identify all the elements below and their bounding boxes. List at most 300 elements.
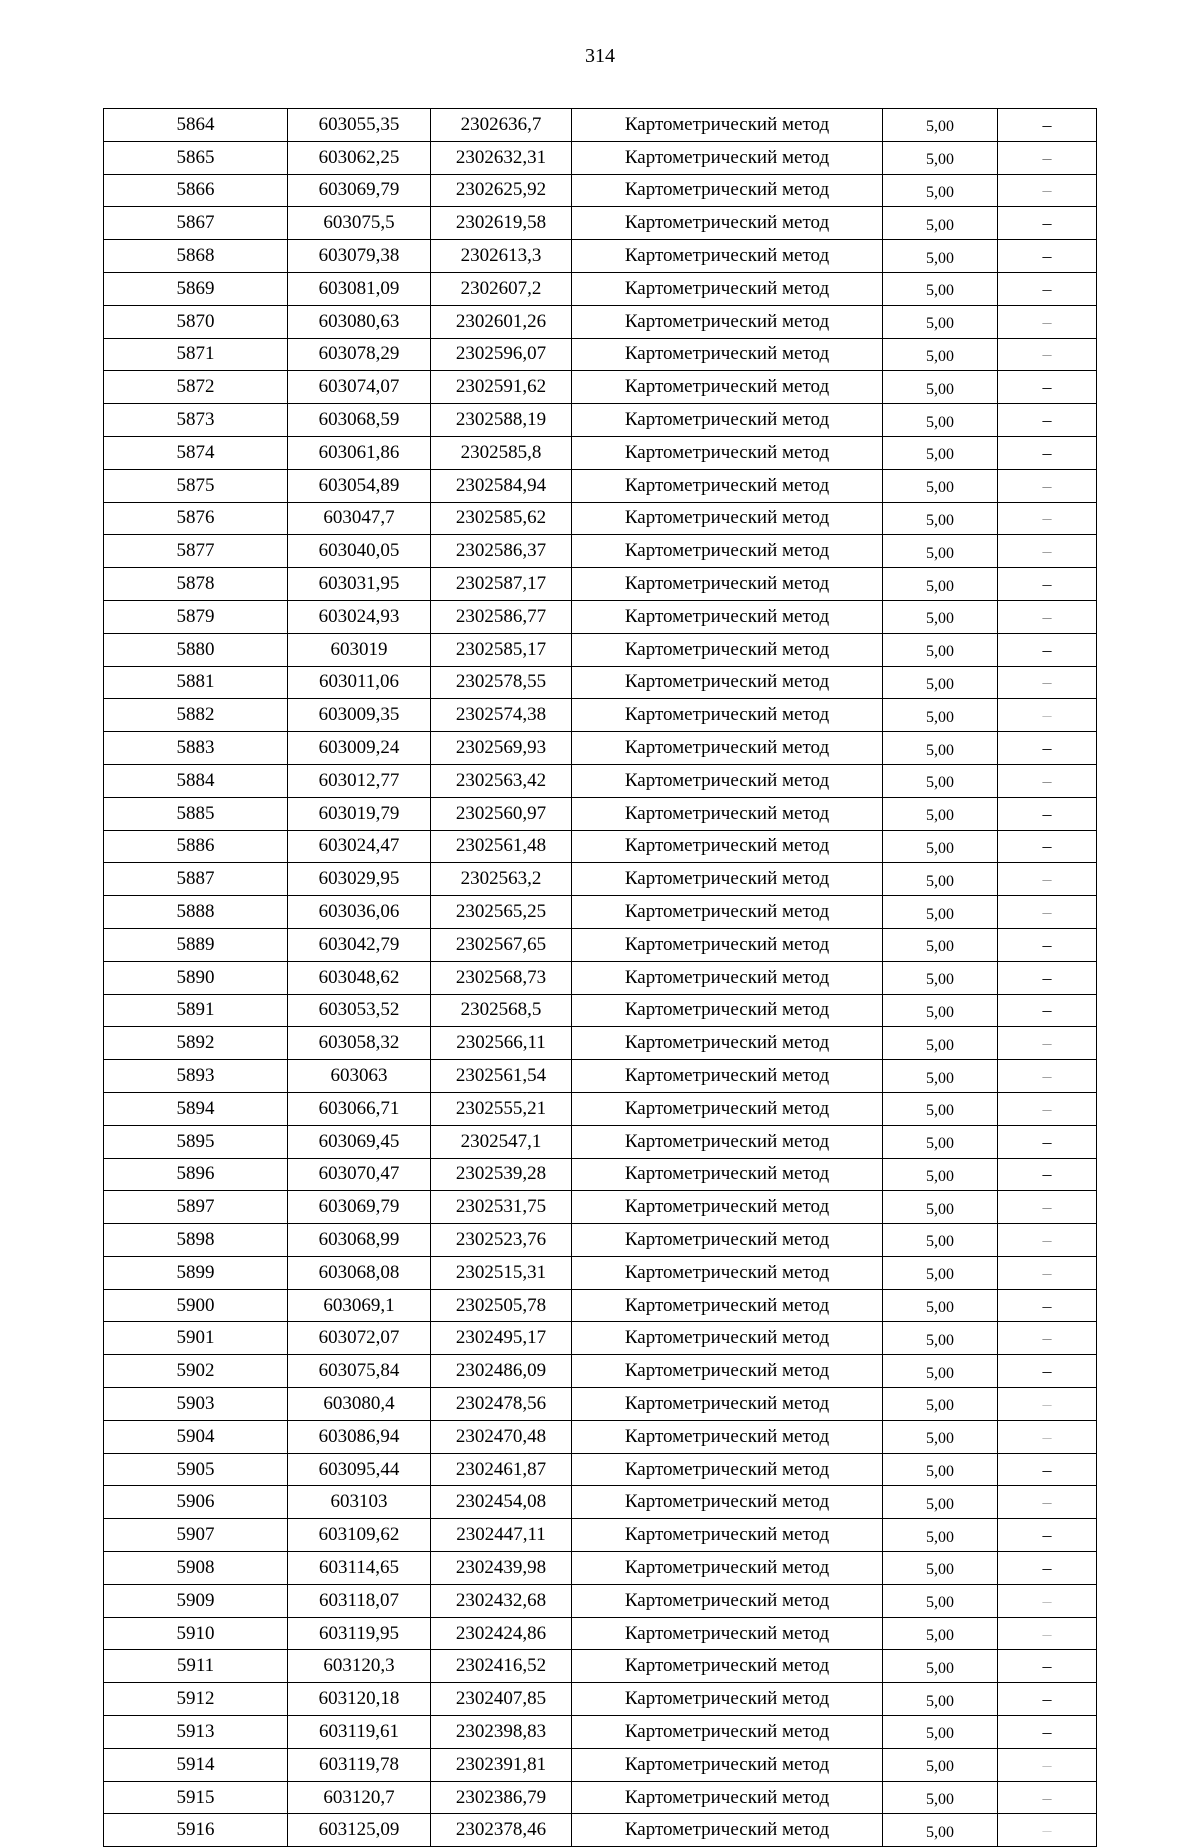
dash-cell: – [998,666,1097,699]
dash-cell: – [998,732,1097,765]
y-coordinate-cell: 2302591,62 [431,371,572,404]
table-row [104,404,1097,437]
accuracy-cell: 5,00 [883,1060,998,1093]
y-coordinate-cell: 2302613,3 [431,240,572,273]
point-number-cell: 5893 [104,1060,288,1093]
table-row [104,600,1097,633]
dash-cell: – [998,371,1097,404]
dash-cell: – [998,1519,1097,1552]
table-row [104,797,1097,830]
y-coordinate-cell: 2302596,07 [431,338,572,371]
accuracy-cell: 5,00 [883,1650,998,1683]
point-number-cell: 5884 [104,764,288,797]
page-number: 314 [585,45,615,67]
y-coordinate-cell: 2302378,46 [431,1814,572,1847]
table-row [104,764,1097,797]
y-coordinate-cell: 2302439,98 [431,1552,572,1585]
dash-cell: – [998,1617,1097,1650]
y-coordinate-cell: 2302539,28 [431,1158,572,1191]
dash-cell: – [998,1158,1097,1191]
dash-cell: – [998,1716,1097,1749]
table-row [104,863,1097,896]
method-cell: Картометрический метод [572,1092,883,1125]
y-coordinate-cell: 2302478,56 [431,1388,572,1421]
table-row [104,994,1097,1027]
method-cell: Картометрический метод [572,1420,883,1453]
method-cell: Картометрический метод [572,338,883,371]
point-number-cell: 5880 [104,633,288,666]
method-cell: Картометрический метод [572,1552,883,1585]
method-cell: Картометрический метод [572,1060,883,1093]
point-number-cell: 5905 [104,1453,288,1486]
dash-cell: – [998,1748,1097,1781]
accuracy-cell: 5,00 [883,1814,998,1847]
point-number-cell: 5915 [104,1781,288,1814]
y-coordinate-cell: 2302587,17 [431,568,572,601]
coordinates-table-body [104,109,1097,1847]
accuracy-cell: 5,00 [883,1486,998,1519]
accuracy-cell: 5,00 [883,371,998,404]
method-cell: Картометрический метод [572,502,883,535]
dash-cell: – [998,568,1097,601]
y-coordinate-cell: 2302585,8 [431,436,572,469]
accuracy-cell: 5,00 [883,896,998,929]
method-cell: Картометрический метод [572,699,883,732]
accuracy-cell: 5,00 [883,305,998,338]
x-coordinate-cell: 603072,07 [288,1322,431,1355]
method-cell: Картометрический метод [572,1388,883,1421]
dash-cell: – [998,535,1097,568]
method-cell: Картометрический метод [572,994,883,1027]
method-cell: Картометрический метод [572,1191,883,1224]
accuracy-cell: 5,00 [883,1027,998,1060]
table-row [104,633,1097,666]
y-coordinate-cell: 2302486,09 [431,1355,572,1388]
x-coordinate-cell: 603080,4 [288,1388,431,1421]
method-cell: Картометрический метод [572,436,883,469]
x-coordinate-cell: 603079,38 [288,240,431,273]
x-coordinate-cell: 603068,59 [288,404,431,437]
x-coordinate-cell: 603095,44 [288,1453,431,1486]
table-row [104,1191,1097,1224]
y-coordinate-cell: 2302505,78 [431,1289,572,1322]
x-coordinate-cell: 603061,86 [288,436,431,469]
dash-cell: – [998,272,1097,305]
method-cell: Картометрический метод [572,305,883,338]
x-coordinate-cell: 603029,95 [288,863,431,896]
x-coordinate-cell: 603081,09 [288,272,431,305]
x-coordinate-cell: 603019 [288,633,431,666]
table-row [104,1748,1097,1781]
point-number-cell: 5868 [104,240,288,273]
method-cell: Картометрический метод [572,961,883,994]
dash-cell: – [998,1552,1097,1585]
x-coordinate-cell: 603120,7 [288,1781,431,1814]
dash-cell: – [998,1191,1097,1224]
y-coordinate-cell: 2302625,92 [431,174,572,207]
table-row [104,240,1097,273]
table-row [104,1322,1097,1355]
y-coordinate-cell: 2302584,94 [431,469,572,502]
point-number-cell: 5900 [104,1289,288,1322]
y-coordinate-cell: 2302416,52 [431,1650,572,1683]
method-cell: Картометрический метод [572,240,883,273]
y-coordinate-cell: 2302561,54 [431,1060,572,1093]
table-row [104,1060,1097,1093]
x-coordinate-cell: 603011,06 [288,666,431,699]
y-coordinate-cell: 2302391,81 [431,1748,572,1781]
table-row [104,1224,1097,1257]
point-number-cell: 5906 [104,1486,288,1519]
table-row [104,305,1097,338]
dash-cell: – [998,830,1097,863]
point-number-cell: 5876 [104,502,288,535]
accuracy-cell: 5,00 [883,404,998,437]
y-coordinate-cell: 2302561,48 [431,830,572,863]
dash-cell: – [998,404,1097,437]
table-row [104,699,1097,732]
method-cell: Картометрический метод [572,1781,883,1814]
table-row [104,896,1097,929]
accuracy-cell: 5,00 [883,1256,998,1289]
method-cell: Картометрический метод [572,207,883,240]
coordinates-table [103,108,1097,1847]
table-row [104,1256,1097,1289]
y-coordinate-cell: 2302563,42 [431,764,572,797]
point-number-cell: 5916 [104,1814,288,1847]
accuracy-cell: 5,00 [883,830,998,863]
accuracy-cell: 5,00 [883,633,998,666]
y-coordinate-cell: 2302407,85 [431,1683,572,1716]
point-number-cell: 5888 [104,896,288,929]
x-coordinate-cell: 603040,05 [288,535,431,568]
table-row [104,1388,1097,1421]
dash-cell: – [998,994,1097,1027]
method-cell: Картометрический метод [572,732,883,765]
method-cell: Картометрический метод [572,830,883,863]
point-number-cell: 5866 [104,174,288,207]
y-coordinate-cell: 2302495,17 [431,1322,572,1355]
dash-cell: – [998,1584,1097,1617]
point-number-cell: 5881 [104,666,288,699]
point-number-cell: 5901 [104,1322,288,1355]
accuracy-cell: 5,00 [883,109,998,142]
dash-cell: – [998,797,1097,830]
accuracy-cell: 5,00 [883,1716,998,1749]
table-row [104,502,1097,535]
x-coordinate-cell: 603069,79 [288,174,431,207]
method-cell: Картометрический метод [572,1256,883,1289]
x-coordinate-cell: 603066,71 [288,1092,431,1125]
x-coordinate-cell: 603109,62 [288,1519,431,1552]
y-coordinate-cell: 2302515,31 [431,1256,572,1289]
x-coordinate-cell: 603047,7 [288,502,431,535]
table-row [104,1125,1097,1158]
table-row [104,535,1097,568]
accuracy-cell: 5,00 [883,1289,998,1322]
dash-cell: – [998,1650,1097,1683]
table-row [104,1420,1097,1453]
dash-cell: – [998,109,1097,142]
accuracy-cell: 5,00 [883,1781,998,1814]
x-coordinate-cell: 603009,24 [288,732,431,765]
dash-cell: – [998,1420,1097,1453]
y-coordinate-cell: 2302523,76 [431,1224,572,1257]
coordinates-table-container [103,108,1097,1847]
point-number-cell: 5883 [104,732,288,765]
accuracy-cell: 5,00 [883,764,998,797]
accuracy-cell: 5,00 [883,863,998,896]
table-row [104,1552,1097,1585]
point-number-cell: 5902 [104,1355,288,1388]
method-cell: Картометрический метод [572,469,883,502]
y-coordinate-cell: 2302567,65 [431,928,572,961]
x-coordinate-cell: 603074,07 [288,371,431,404]
table-row [104,1617,1097,1650]
table-row [104,928,1097,961]
table-row [104,207,1097,240]
y-coordinate-cell: 2302424,86 [431,1617,572,1650]
table-row [104,109,1097,142]
dash-cell: – [998,764,1097,797]
table-row [104,174,1097,207]
method-cell: Картометрический метод [572,1158,883,1191]
x-coordinate-cell: 603053,52 [288,994,431,1027]
y-coordinate-cell: 2302461,87 [431,1453,572,1486]
table-row [104,1716,1097,1749]
y-coordinate-cell: 2302586,37 [431,535,572,568]
point-number-cell: 5869 [104,272,288,305]
x-coordinate-cell: 603009,35 [288,699,431,732]
table-row [104,338,1097,371]
y-coordinate-cell: 2302607,2 [431,272,572,305]
y-coordinate-cell: 2302578,55 [431,666,572,699]
point-number-cell: 5890 [104,961,288,994]
point-number-cell: 5897 [104,1191,288,1224]
accuracy-cell: 5,00 [883,141,998,174]
accuracy-cell: 5,00 [883,1420,998,1453]
dash-cell: – [998,1683,1097,1716]
accuracy-cell: 5,00 [883,240,998,273]
accuracy-cell: 5,00 [883,1191,998,1224]
accuracy-cell: 5,00 [883,1683,998,1716]
x-coordinate-cell: 603069,79 [288,1191,431,1224]
accuracy-cell: 5,00 [883,797,998,830]
dash-cell: – [998,1060,1097,1093]
point-number-cell: 5872 [104,371,288,404]
table-row [104,371,1097,404]
accuracy-cell: 5,00 [883,1519,998,1552]
accuracy-cell: 5,00 [883,961,998,994]
accuracy-cell: 5,00 [883,338,998,371]
method-cell: Картометрический метод [572,1683,883,1716]
method-cell: Картометрический метод [572,896,883,929]
method-cell: Картометрический метод [572,764,883,797]
accuracy-cell: 5,00 [883,699,998,732]
method-cell: Картометрический метод [572,141,883,174]
x-coordinate-cell: 603063 [288,1060,431,1093]
method-cell: Картометрический метод [572,371,883,404]
table-row [104,436,1097,469]
dash-cell: – [998,207,1097,240]
dash-cell: – [998,1322,1097,1355]
y-coordinate-cell: 2302560,97 [431,797,572,830]
x-coordinate-cell: 603075,84 [288,1355,431,1388]
table-row [104,1519,1097,1552]
x-coordinate-cell: 603068,99 [288,1224,431,1257]
accuracy-cell: 5,00 [883,666,998,699]
dash-cell: – [998,1092,1097,1125]
accuracy-cell: 5,00 [883,502,998,535]
method-cell: Картометрический метод [572,535,883,568]
accuracy-cell: 5,00 [883,568,998,601]
method-cell: Картометрический метод [572,568,883,601]
point-number-cell: 5903 [104,1388,288,1421]
y-coordinate-cell: 2302454,08 [431,1486,572,1519]
y-coordinate-cell: 2302586,77 [431,600,572,633]
x-coordinate-cell: 603119,61 [288,1716,431,1749]
y-coordinate-cell: 2302601,26 [431,305,572,338]
table-row [104,1486,1097,1519]
dash-cell: – [998,961,1097,994]
table-row [104,1650,1097,1683]
dash-cell: – [998,1388,1097,1421]
table-row [104,1027,1097,1060]
dash-cell: – [998,338,1097,371]
y-coordinate-cell: 2302555,21 [431,1092,572,1125]
method-cell: Картометрический метод [572,404,883,437]
point-number-cell: 5885 [104,797,288,830]
point-number-cell: 5873 [104,404,288,437]
dash-cell: – [998,1453,1097,1486]
accuracy-cell: 5,00 [883,1125,998,1158]
table-row [104,1453,1097,1486]
table-row [104,666,1097,699]
dash-cell: – [998,1224,1097,1257]
method-cell: Картометрический метод [572,1519,883,1552]
x-coordinate-cell: 603119,78 [288,1748,431,1781]
method-cell: Картометрический метод [572,109,883,142]
x-coordinate-cell: 603069,45 [288,1125,431,1158]
accuracy-cell: 5,00 [883,732,998,765]
x-coordinate-cell: 603068,08 [288,1256,431,1289]
dash-cell: – [998,174,1097,207]
dash-cell: – [998,1781,1097,1814]
x-coordinate-cell: 603120,3 [288,1650,431,1683]
dash-cell: – [998,600,1097,633]
x-coordinate-cell: 603054,89 [288,469,431,502]
x-coordinate-cell: 603031,95 [288,568,431,601]
point-number-cell: 5898 [104,1224,288,1257]
x-coordinate-cell: 603086,94 [288,1420,431,1453]
y-coordinate-cell: 2302585,62 [431,502,572,535]
table-row [104,830,1097,863]
dash-cell: – [998,141,1097,174]
accuracy-cell: 5,00 [883,994,998,1027]
dash-cell: – [998,1355,1097,1388]
accuracy-cell: 5,00 [883,174,998,207]
point-number-cell: 5867 [104,207,288,240]
accuracy-cell: 5,00 [883,1617,998,1650]
accuracy-cell: 5,00 [883,1158,998,1191]
accuracy-cell: 5,00 [883,1092,998,1125]
y-coordinate-cell: 2302531,75 [431,1191,572,1224]
point-number-cell: 5899 [104,1256,288,1289]
y-coordinate-cell: 2302565,25 [431,896,572,929]
method-cell: Картометрический метод [572,863,883,896]
dash-cell: – [998,1256,1097,1289]
point-number-cell: 5914 [104,1748,288,1781]
point-number-cell: 5909 [104,1584,288,1617]
accuracy-cell: 5,00 [883,1388,998,1421]
point-number-cell: 5878 [104,568,288,601]
accuracy-cell: 5,00 [883,1748,998,1781]
point-number-cell: 5886 [104,830,288,863]
y-coordinate-cell: 2302563,2 [431,863,572,896]
point-number-cell: 5874 [104,436,288,469]
table-row [104,1683,1097,1716]
point-number-cell: 5875 [104,469,288,502]
y-coordinate-cell: 2302574,38 [431,699,572,732]
point-number-cell: 5887 [104,863,288,896]
method-cell: Картометрический метод [572,1355,883,1388]
x-coordinate-cell: 603075,5 [288,207,431,240]
method-cell: Картометрический метод [572,1814,883,1847]
dash-cell: – [998,1814,1097,1847]
accuracy-cell: 5,00 [883,469,998,502]
x-coordinate-cell: 603042,79 [288,928,431,961]
y-coordinate-cell: 2302470,48 [431,1420,572,1453]
method-cell: Картометрический метод [572,600,883,633]
point-number-cell: 5864 [104,109,288,142]
table-row [104,1781,1097,1814]
point-number-cell: 5865 [104,141,288,174]
y-coordinate-cell: 2302585,17 [431,633,572,666]
x-coordinate-cell: 603024,47 [288,830,431,863]
accuracy-cell: 5,00 [883,1584,998,1617]
table-row [104,1289,1097,1322]
method-cell: Картометрический метод [572,1125,883,1158]
y-coordinate-cell: 2302568,73 [431,961,572,994]
accuracy-cell: 5,00 [883,1552,998,1585]
method-cell: Картометрический метод [572,1748,883,1781]
y-coordinate-cell: 2302636,7 [431,109,572,142]
table-row [104,1355,1097,1388]
point-number-cell: 5910 [104,1617,288,1650]
x-coordinate-cell: 603062,25 [288,141,431,174]
accuracy-cell: 5,00 [883,535,998,568]
point-number-cell: 5896 [104,1158,288,1191]
method-cell: Картометрический метод [572,1486,883,1519]
x-coordinate-cell: 603119,95 [288,1617,431,1650]
point-number-cell: 5871 [104,338,288,371]
point-number-cell: 5870 [104,305,288,338]
dash-cell: – [998,469,1097,502]
table-row [104,961,1097,994]
accuracy-cell: 5,00 [883,436,998,469]
y-coordinate-cell: 2302547,1 [431,1125,572,1158]
point-number-cell: 5877 [104,535,288,568]
x-coordinate-cell: 603078,29 [288,338,431,371]
table-row [104,272,1097,305]
method-cell: Картометрический метод [572,1453,883,1486]
accuracy-cell: 5,00 [883,928,998,961]
point-number-cell: 5895 [104,1125,288,1158]
table-row [104,1092,1097,1125]
y-coordinate-cell: 2302386,79 [431,1781,572,1814]
y-coordinate-cell: 2302569,93 [431,732,572,765]
accuracy-cell: 5,00 [883,272,998,305]
